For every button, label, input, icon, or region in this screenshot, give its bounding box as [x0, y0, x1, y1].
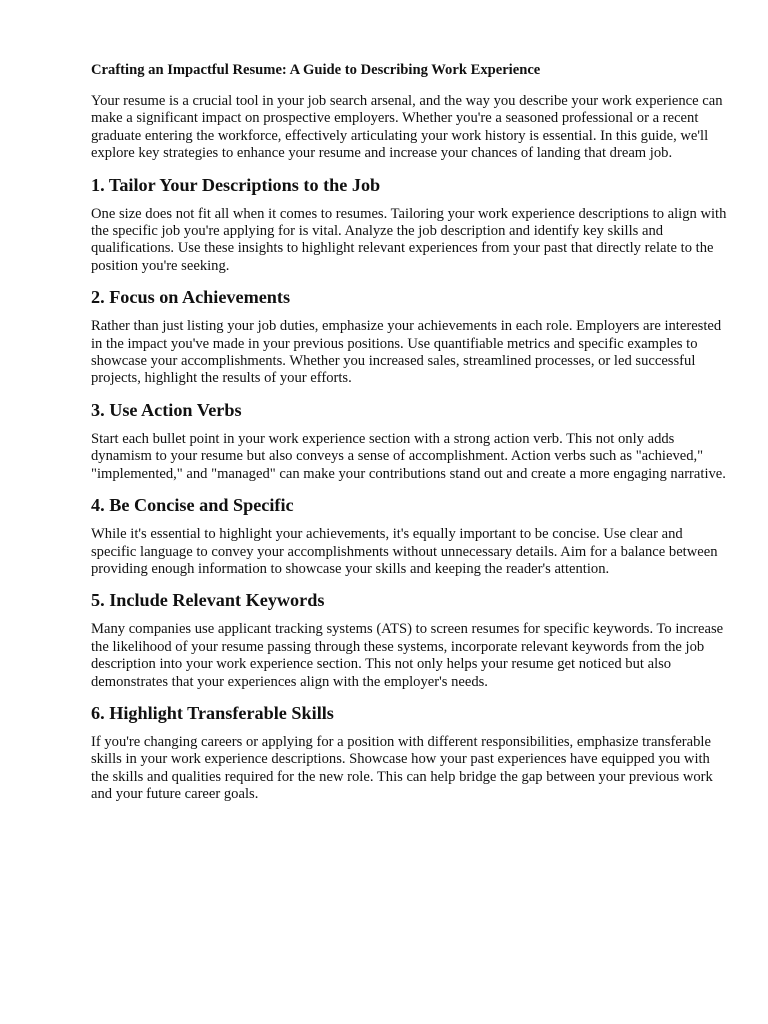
document-title: Crafting an Impactful Resume: A Guide to Describing Work Experience [91, 62, 541, 78]
section-tailor-descriptions [91, 173, 731, 276]
section-heading: 6. Highlight Transferable Skills [91, 702, 334, 723]
section-body: While it's essential to highlight your achievements, it's equally important to be concise. Use clear and specific language to convey your accomplishments without unnecessary details. Aim for a balance between providing enough information to showcase your skills and keeping the reader's attention. [91, 526, 718, 577]
section-body: If you're changing careers or applying for a position with different responsibilities, emphasize transferable skills in your work experience descriptions. Showcase how your past experiences have equipped you with the skills and qualities required for the new role. This can help bridge the gap between your previous work and your future career goals. [91, 733, 713, 803]
section-body: Rather than just listing your job duties, emphasize your achievements in each role. Employers are interested in the impact you've made in your previous positions. Use quantifiable metrics and specific examples to showcase your accomplishments. Whether you increased sales, streamlined processes, or led successful projects, highlight the results of your efforts. [91, 318, 722, 387]
intro-paragraph: Your resume is a crucial tool in your job search arsenal, and the way you describe your work experience can make a significant impact on prospective employers. Whether you're a seasoned professional or a recent graduate entering the workforce, effectively articulating your work history is essential. In this guide, we'll explore key strategies to enhance your resume and increase your chances of landing that dream job. [91, 93, 723, 162]
section-heading: 4. Be Concise and Specific [91, 495, 294, 516]
section-heading: 3. Use Action Verbs [91, 399, 242, 420]
section-action-verbs [91, 398, 731, 483]
section-body: Start each bullet point in your work experience section with a strong action verb. This not only adds dynamism to your resume but also conveys a sense of accomplishment. Action verbs such as "achieved," "implemented," and "managed" can make your contributions stand out and create a more engaging narrative. [91, 430, 726, 482]
section-body: One size does not fit all when it comes to resumes. Tailoring your work experience descriptions to align with the specific job you're applying for is vital. Analyze the job description and identify key skills and qualifications. Use these insights to highlight relevant experiences from your past that directly relate to the position you're seeking. [91, 205, 727, 274]
section-heading: 2. Focus on Achievements [91, 287, 291, 308]
section-concise-specific [91, 493, 731, 578]
section-transferable-skills [91, 701, 731, 804]
section-focus-achievements [91, 285, 731, 388]
section-heading: 1. Tailor Your Descriptions to the Job [91, 174, 381, 195]
document-page [91, 60, 731, 804]
section-relevant-keywords [91, 588, 731, 691]
section-heading: 5. Include Relevant Keywords [91, 590, 325, 611]
section-body: Many companies use applicant tracking systems (ATS) to screen resumes for specific keywords. To increase the likelihood of your resume passing through these systems, incorporate relevant keywords from the job description into your work experience section. This not only helps your resume get noticed but also demonstrates that your experiences align with the employer's needs. [91, 621, 724, 690]
